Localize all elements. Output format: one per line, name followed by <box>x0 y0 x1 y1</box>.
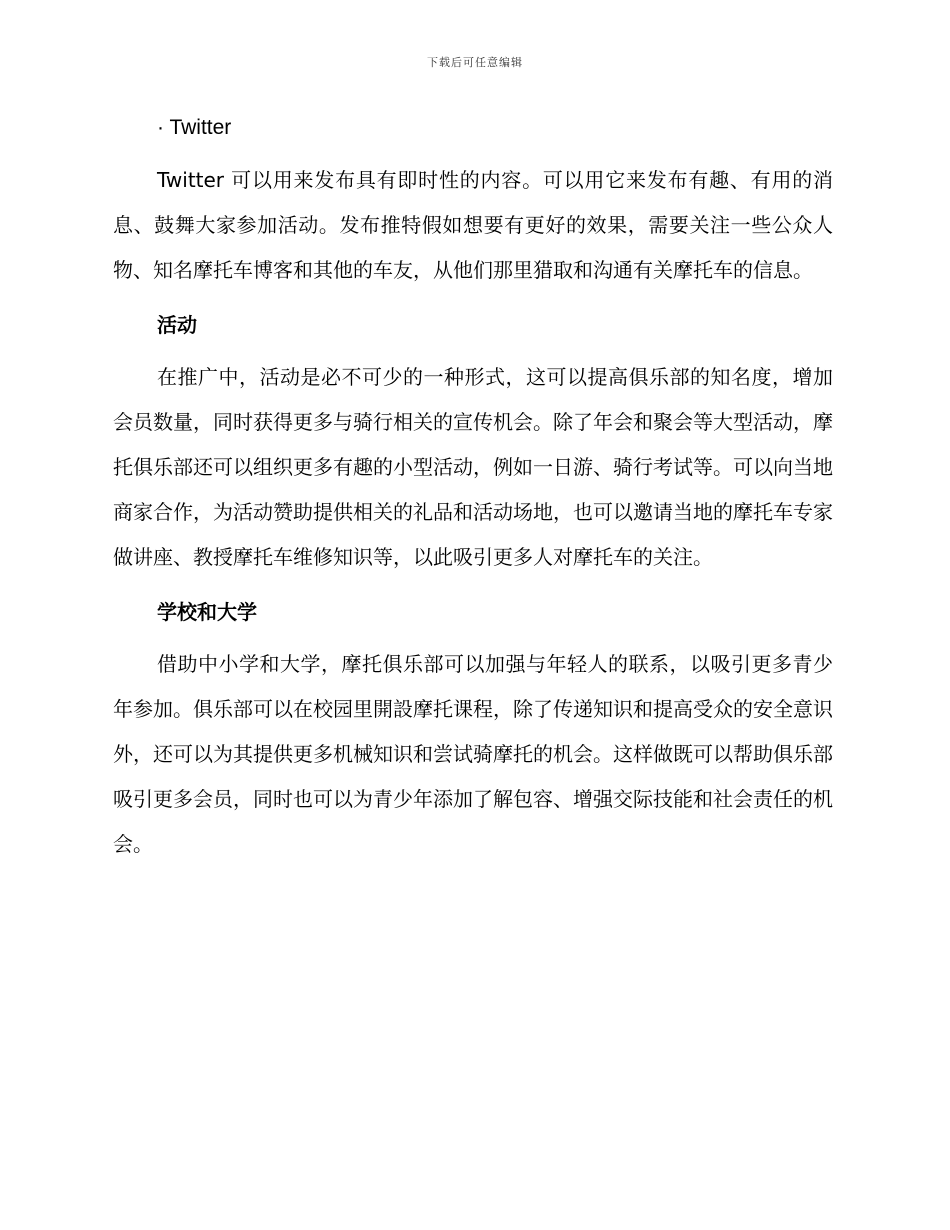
document-body <box>113 110 833 867</box>
header-note: 下载后可任意编辑 <box>427 56 523 69</box>
section-paragraph-schools: 借助中小学和大学，摩托俱乐部可以加强与年轻人的联系，以吸引更多青少年参加。俱乐部可以在校园里開設摩托课程，除了传递知识和提高受众的安全意识外，还可以为其提供更多机械知识和尝试骑摩托的机会。这样做既可以帮助俱乐部吸引更多会员，同时也可以为青少年添加了解包容、增强交际技能和社会责任的机会。 <box>113 652 833 856</box>
section-schools <box>113 594 833 867</box>
section-activities <box>113 307 833 580</box>
section-heading-activities: 活动 <box>157 313 197 337</box>
section-heading-twitter: · Twitter <box>157 116 232 139</box>
section-paragraph-activities: 在推广中，活动是必不可少的一种形式，这可以提高俱乐部的知名度，增加会员数量，同时获得更多与骑行相关的宣传机会。除了年会和聚会等大型活动，摩托俱乐部还可以组织更多有趣的小型活动，例如一日游、骑行考试等。可以向当地商家合作，为活动赞助提供相关的礼品和活动场地，也可以邀请当地的摩托车专家做讲座、教授摩托车维修知识等，以此吸引更多人对摩托车的关注。 <box>113 365 833 569</box>
section-paragraph-twitter: Twitter 可以用来发布具有即时性的内容。可以用它来发布有趣、有用的消息、鼓舞大家参加活动。发布推特假如想要有更好的效果，需要关注一些公众人物、知名摩托车博客和其他的车友，从他们那里猎取和沟通有关摩托车的信息。 <box>113 168 833 282</box>
section-twitter <box>113 110 833 293</box>
section-heading-schools: 学校和大学 <box>157 600 257 624</box>
